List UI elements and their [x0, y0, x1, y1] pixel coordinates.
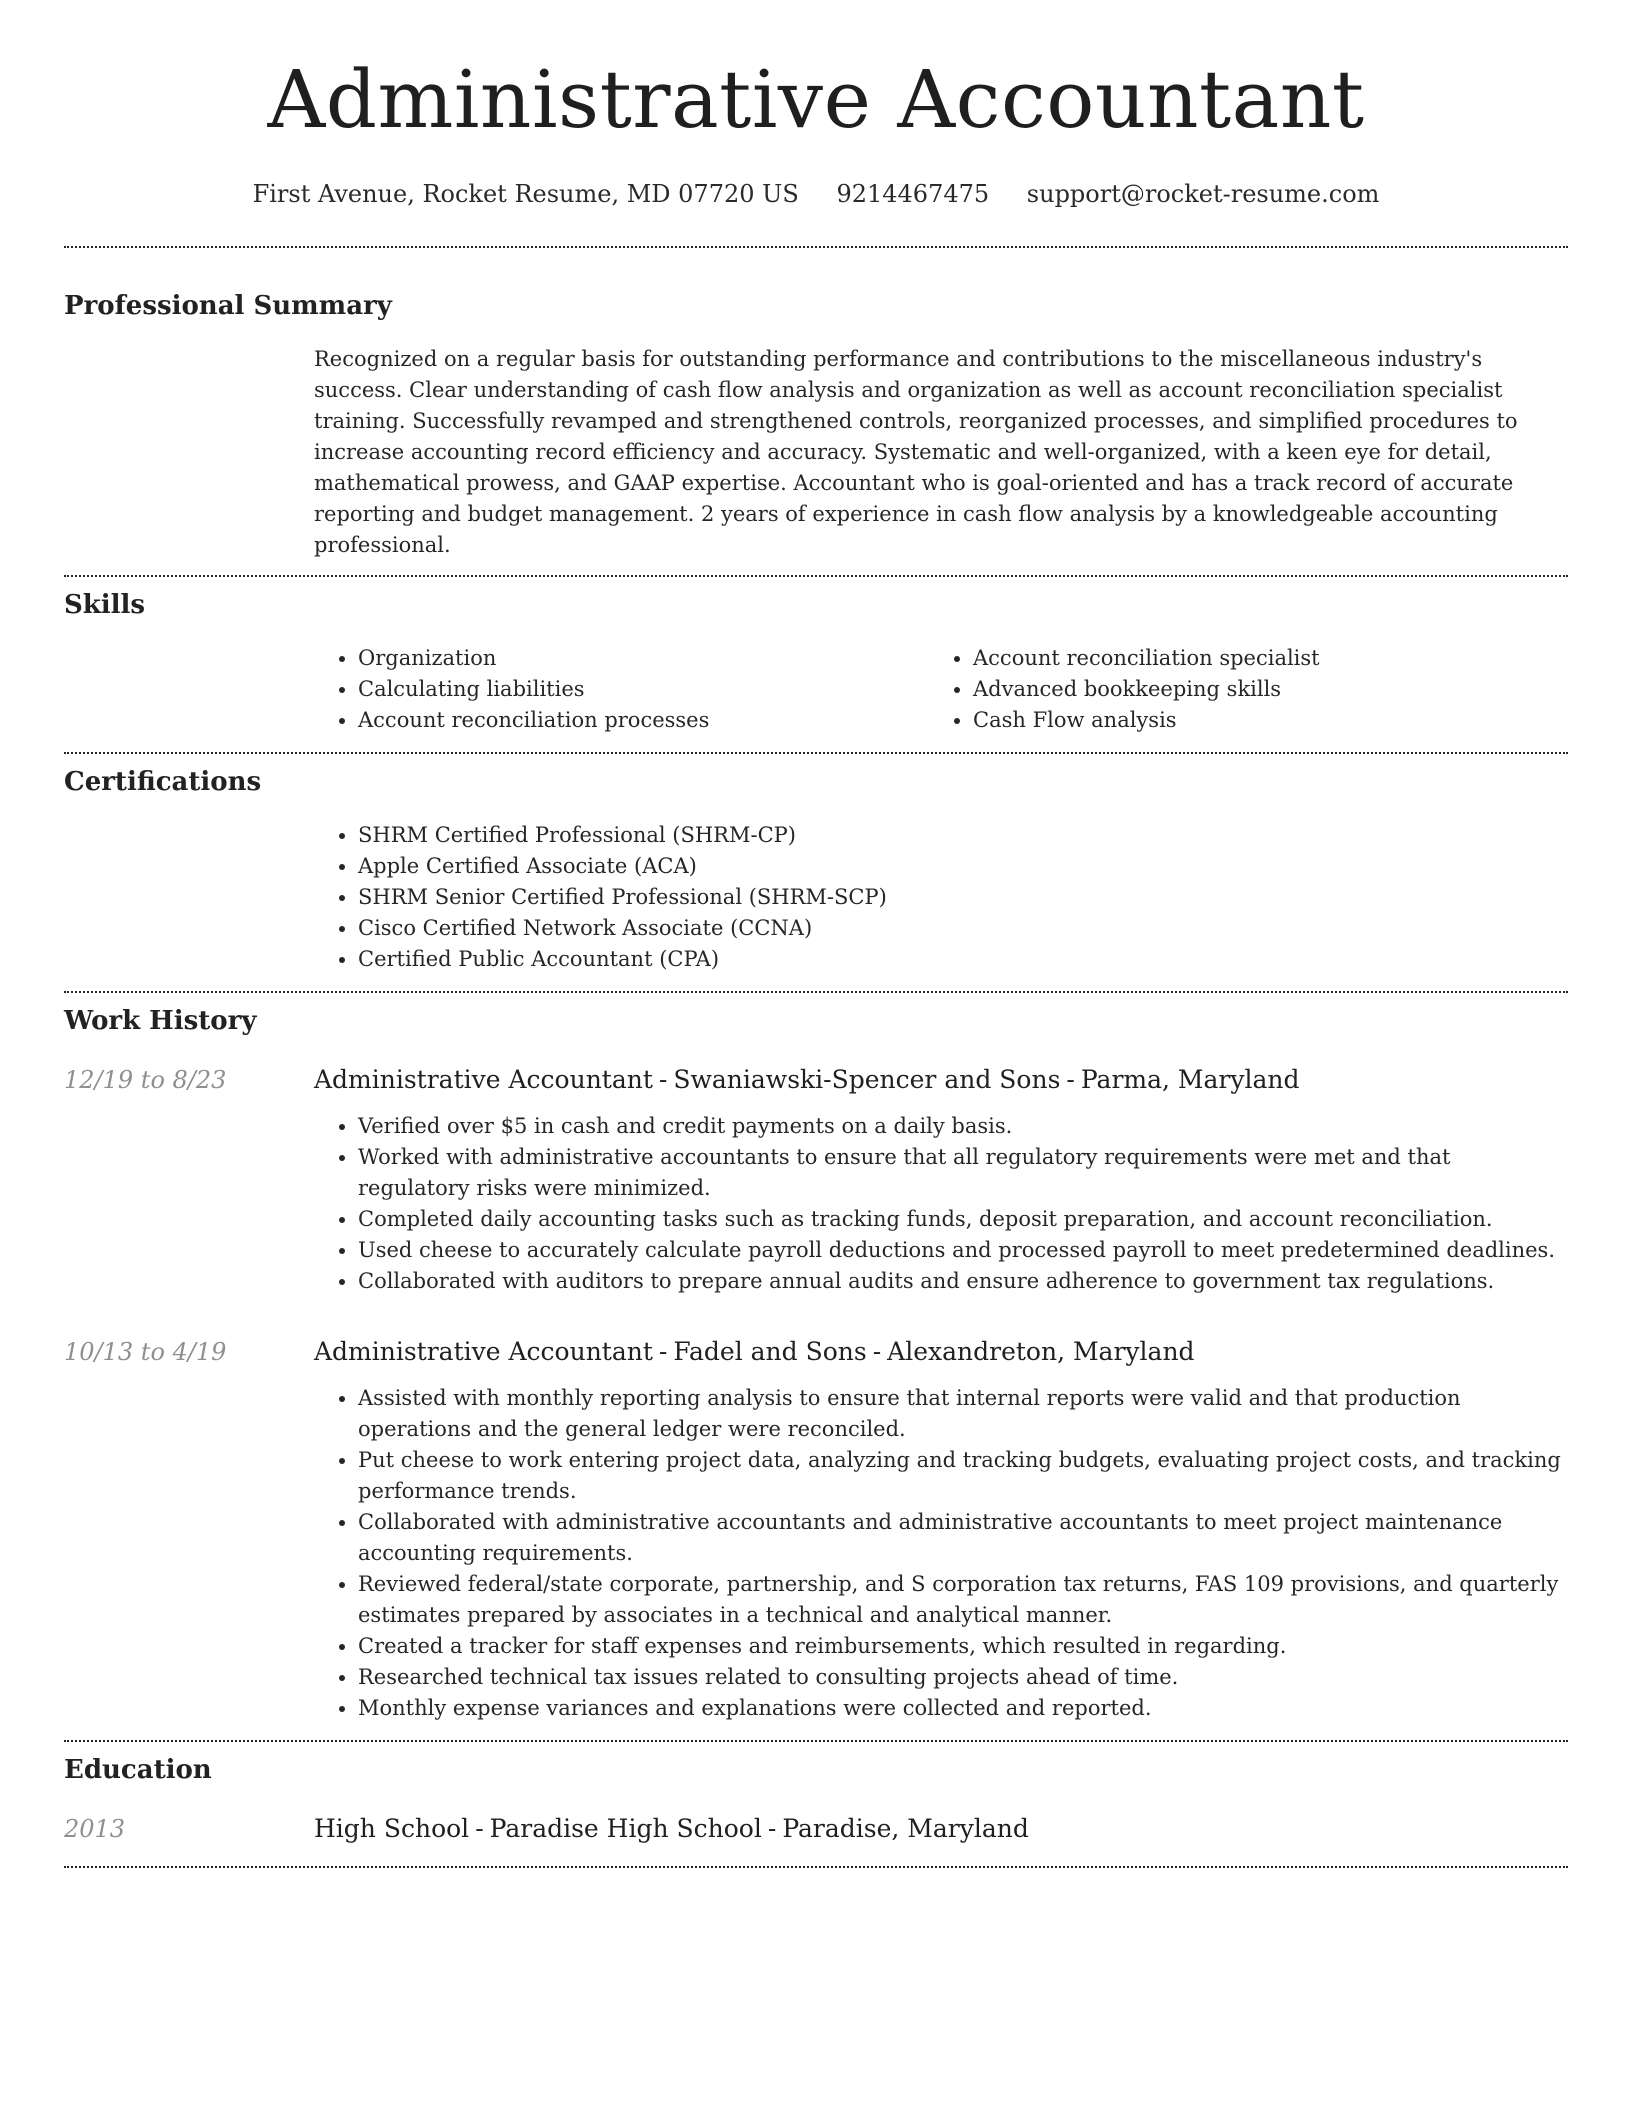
job-company: Fadel and Sons: [673, 1337, 867, 1366]
skills-column-left: [314, 643, 929, 736]
job-dates: 12/19 to 8/23: [64, 1066, 227, 1094]
contact-address: First Avenue, Rocket Resume, MD 07720 US: [252, 180, 799, 208]
job-dates: 10/13 to 4/19: [64, 1338, 227, 1366]
summary-section: [314, 344, 1568, 561]
certification-item: • Cisco Certified Network Associate (CCNA): [358, 913, 1568, 944]
job-bullet: • Created a tracker for staff expenses and reimbursements, which resulted in regarding.: [358, 1631, 1568, 1662]
contact-phone: 9214467475: [836, 180, 990, 208]
section-title-certifications: Certifications: [64, 767, 262, 797]
job-bullet: • Worked with administrative accountants to ensure that all regulatory requirements were met and that regulatory risks were minimized.: [358, 1142, 1568, 1204]
job-bullets: [314, 1111, 1568, 1297]
job-bullet: • Monthly expense variances and explanations were collected and reported.: [358, 1693, 1568, 1724]
divider: [64, 1740, 1568, 1742]
candidate-name: Administrative Accountant: [267, 53, 1365, 146]
certification-item: • SHRM Certified Professional (SHRM-CP): [358, 820, 1568, 851]
education-school: Paradise High School: [489, 1814, 762, 1843]
certifications-section: [314, 820, 1568, 975]
job-role: Administrative Accountant: [314, 1337, 653, 1366]
job-location: Alexandreton, Maryland: [887, 1337, 1195, 1366]
section-title-education: Education: [64, 1755, 212, 1785]
job-company: Swaniawski-Spencer and Sons: [673, 1065, 1061, 1094]
divider: [64, 752, 1568, 754]
job-bullet: • Put cheese to work entering project data, analyzing and tracking budgets, evaluating project costs, and tracking performance trends.: [358, 1445, 1568, 1507]
job-bullet: • Researched technical tax issues related to consulting projects ahead of time.: [358, 1662, 1568, 1693]
skill-item: • Cash Flow analysis: [973, 705, 1544, 736]
contact-line: [64, 178, 1568, 210]
divider: [64, 1866, 1568, 1868]
skill-item: • Account reconciliation specialist: [973, 643, 1544, 674]
divider: [64, 246, 1568, 248]
job-bullets: [314, 1383, 1568, 1724]
skill-item: • Advanced bookkeeping skills: [973, 674, 1544, 705]
certification-item: • Apple Certified Associate (ACA): [358, 851, 1568, 882]
job-bullet: • Used cheese to accurately calculate payroll deductions and processed payroll to meet predetermined deadlines.: [358, 1235, 1568, 1266]
contact-email: support@rocket-resume.com: [1026, 180, 1380, 208]
section-title-skills: Skills: [64, 590, 146, 620]
education-location: Paradise, Maryland: [782, 1814, 1029, 1843]
job-bullet: • Completed daily accounting tasks such as tracking funds, deposit preparation, and account reconciliation.: [358, 1204, 1568, 1235]
summary-text: Recognized on a regular basis for outstanding performance and contributions to the miscellaneous industry's success. Clear understanding of cash flow analysis and organization as well as account reconciliation specialist training. Successfully revamped and strengthened controls, reorganized processes, and simplified procedures to increase accounting record efficiency and accuracy. Systematic and well-organized, with a keen eye for detail, mathematical prowess, and GAAP expertise. Accountant who is goal-oriented and has a track record of accurate reporting and budget management. 2 years of experience in cash flow analysis by a knowledgeable accounting professional.: [314, 347, 1518, 557]
section-title-work-history: Work History: [64, 1006, 257, 1036]
education-year: 2013: [64, 1815, 126, 1843]
divider: [64, 991, 1568, 993]
section-title-summary: Professional Summary: [64, 291, 392, 321]
job-bullet: • Collaborated with auditors to prepare annual audits and ensure adherence to government tax regulations.: [358, 1266, 1568, 1297]
job-location: Parma, Maryland: [1080, 1065, 1300, 1094]
job-bullet: • Reviewed federal/state corporate, partnership, and S corporation tax returns, FAS 109 provisions, and quarterly estimates prepared by associates in a technical and analytical manner.: [358, 1569, 1568, 1631]
skills-column-right: [929, 643, 1544, 736]
resume-page: [64, 0, 1568, 1868]
job-heading: Administrative Accountant - Swaniawski-Spencer and Sons - Parma, Maryland: [314, 1065, 1300, 1094]
skill-item: • Account reconciliation processes: [358, 705, 929, 736]
certification-item: • SHRM Senior Certified Professional (SHRM-SCP): [358, 882, 1568, 913]
skill-item: • Calculating liabilities: [358, 674, 929, 705]
job-heading: Administrative Accountant - Fadel and Sons - Alexandreton, Maryland: [314, 1337, 1195, 1366]
education-heading: High School - Paradise High School - Paradise, Maryland: [314, 1814, 1029, 1843]
job-entry: [64, 1335, 1568, 1724]
job-entry: [64, 1063, 1568, 1297]
education-entry: [64, 1812, 1568, 1846]
divider: [64, 575, 1568, 577]
education-degree: High School: [314, 1814, 470, 1843]
job-role: Administrative Accountant: [314, 1065, 653, 1094]
job-bullet: • Verified over $5 in cash and credit payments on a daily basis.: [358, 1111, 1568, 1142]
certification-item: • Certified Public Accountant (CPA): [358, 944, 1568, 975]
skills-section: [314, 643, 1568, 736]
job-bullet: • Assisted with monthly reporting analysis to ensure that internal reports were valid and that production operations and the general ledger were reconciled.: [358, 1383, 1568, 1445]
job-bullet: • Collaborated with administrative accountants and administrative accountants to meet project maintenance accounting requirements.: [358, 1507, 1568, 1569]
skill-item: • Organization: [358, 643, 929, 674]
